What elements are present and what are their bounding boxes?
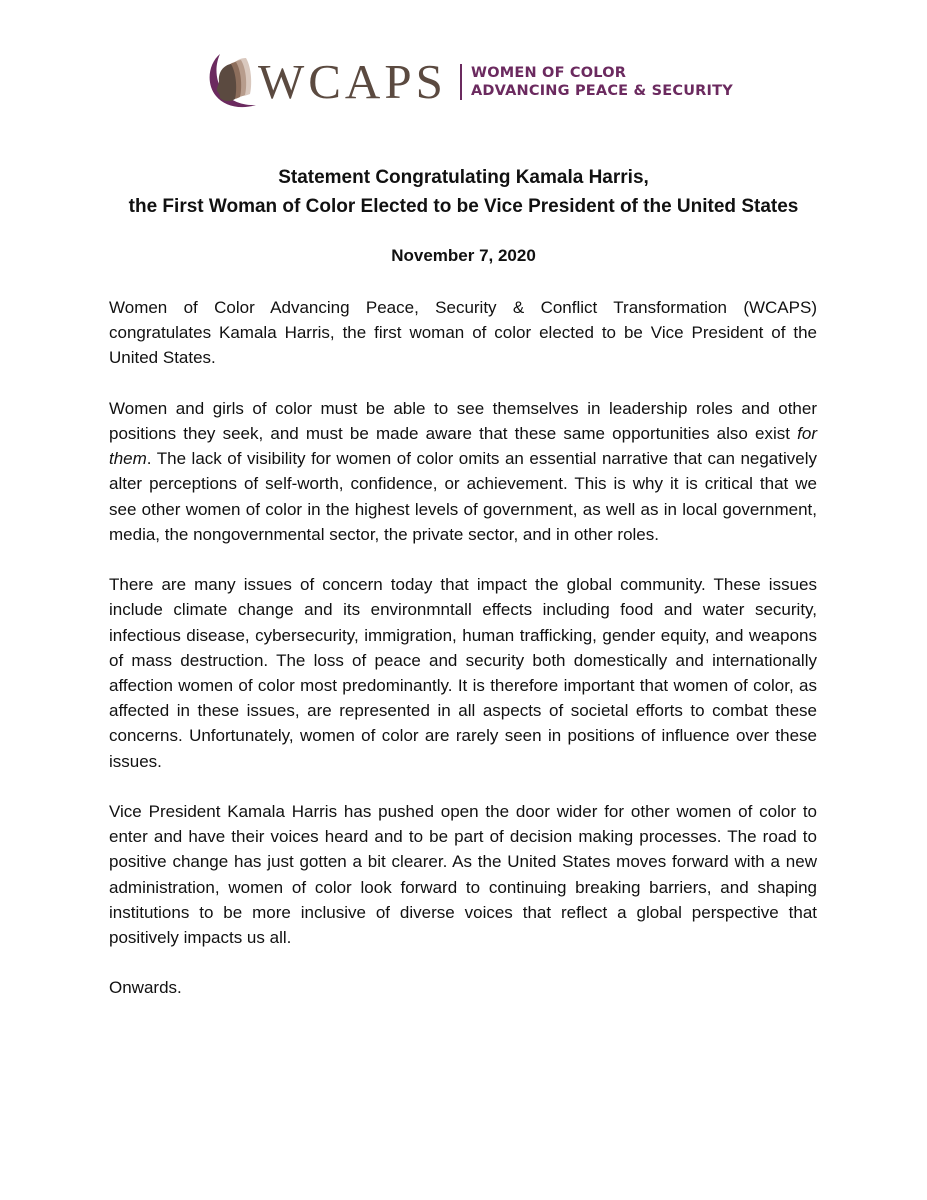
wcaps-logo [206, 50, 733, 114]
tagline-line-2: ADVANCING PEACE & SECURITY [471, 83, 733, 99]
paragraph-3: There are many issues of concern today that impact the global community. These issues include climate change and its environmntall effects including food and water security, infectious disease, cybersecurity, immigration, human trafficking, gender equity, and weapons of mass destruction. The loss of peace and security both domestically and internationally affection women of color most predominantly. It is therefore important that women of color, as affected in these issues, are represented in all aspects of societal efforts to combat these concerns. Unfortunately, women of color are rarely seen in positions of influence over these issues. [109, 575, 817, 771]
statement-date: November 7, 2020 [391, 246, 536, 265]
title-line-2: the First Woman of Color Elected to be Vice President of the United States [128, 196, 799, 217]
paragraph-5: Onwards. [109, 978, 182, 998]
logo-tagline [471, 64, 733, 100]
statement-title [0, 163, 927, 221]
paragraph-1: Women of Color Advancing Peace, Security & Conflict Transformation (WCAPS) congratulates Kamala Harris, the first woman of color elected to be Vice President of the United States. [109, 298, 817, 368]
title-line-1: Statement Congratulating Kamala Harris, [278, 167, 649, 188]
paragraph-2 [109, 396, 817, 547]
statement-body [109, 295, 817, 1026]
logo-divider [460, 64, 462, 100]
wcaps-wordmark: WCAPS [258, 54, 447, 109]
paragraph-4: Vice President Kamala Harris has pushed open the door wider for other women of color to enter and have their voices heard and to be part of decision making processes. The road to positive change has just gotten a bit clearer. As the United States moves forward with a new administration, women of color look forward to continuing breaking barriers, and shaping institutions to be more inclusive of diverse voices that reflect a global perspective that positively impacts us all. [109, 802, 817, 948]
tagline-line-1: WOMEN OF COLOR [471, 65, 627, 81]
paragraph-2-part-2: . The lack of visibility for women of color omits an essential narrative that can negatively alter perceptions of self-worth, confidence, or achievement. This is why it is critical that we see other women of color in the highest levels of government, as well as in local government, media, the nongovernmental sector, the private sector, and in other roles. [109, 449, 817, 544]
paragraph-2-emphasis: for them [109, 424, 817, 469]
paragraph-2-part-1: Women and girls of color must be able to see themselves in leadership roles and other positions they seek, and must be made aware that these same opportunities also exist [109, 398, 817, 443]
